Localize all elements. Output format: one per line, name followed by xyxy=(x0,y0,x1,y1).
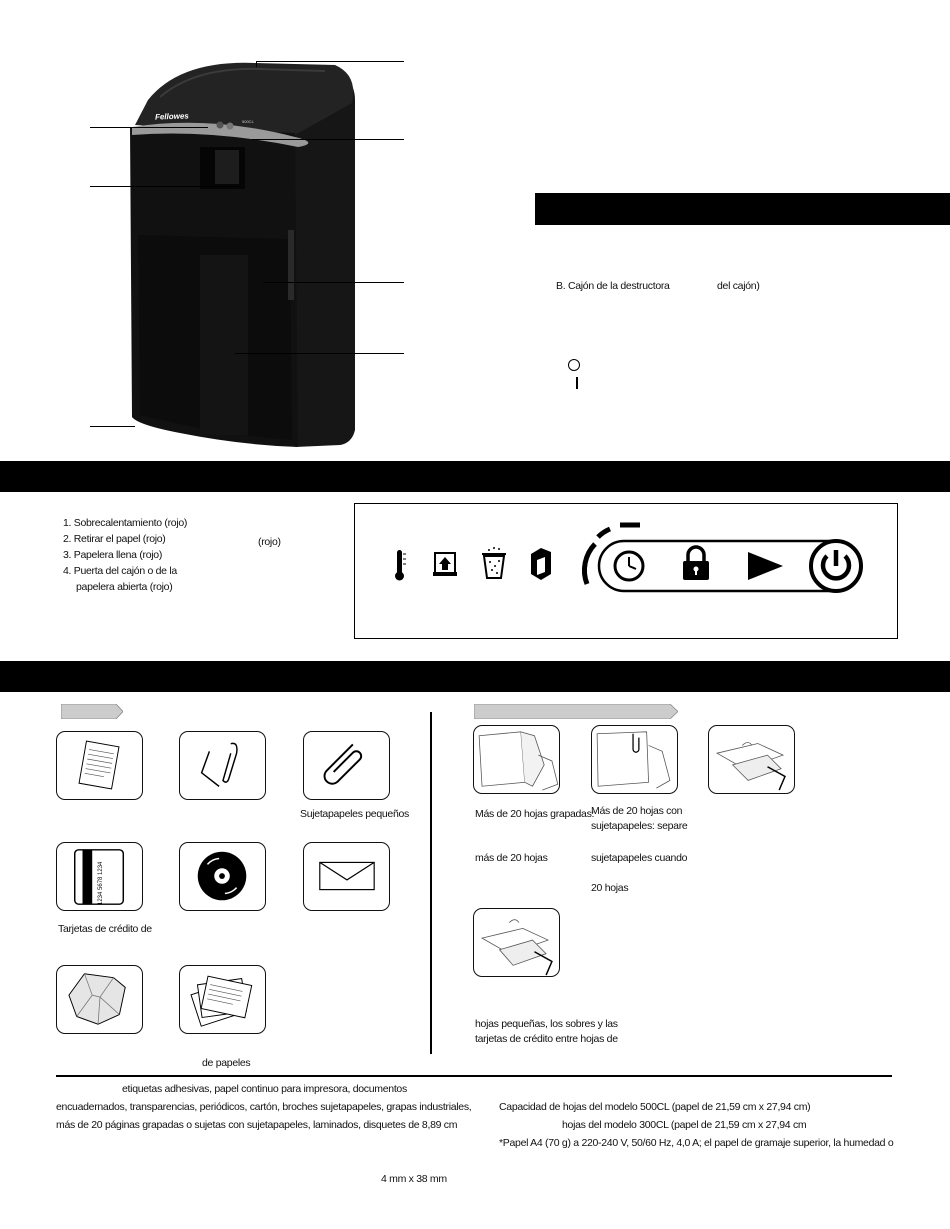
paper-stack-tile xyxy=(179,965,266,1034)
leader-line xyxy=(263,282,404,283)
brand-logo: Fellowes xyxy=(154,111,189,122)
leader-line xyxy=(90,127,208,128)
staple-icon xyxy=(180,732,265,799)
power-icon xyxy=(811,541,861,591)
column-divider xyxy=(430,712,432,1054)
control-panel-diagram xyxy=(354,503,898,639)
indicator-list xyxy=(63,515,187,595)
lock-icon xyxy=(683,547,709,580)
off-symbol xyxy=(568,359,580,371)
stapled-sheets-icon xyxy=(474,726,559,793)
play-icon xyxy=(748,552,783,580)
envelope-tile xyxy=(303,842,390,911)
timer-icon xyxy=(615,552,643,580)
indicator-item: 2. Retirar el papel (rojo) xyxy=(63,533,166,545)
indicator-item: 3. Papelera llena (rojo) xyxy=(63,549,163,561)
section-header-bar xyxy=(0,461,950,492)
shredder-illustration xyxy=(120,55,370,450)
credit-card-tile xyxy=(56,842,143,911)
accepted-arrow-tab xyxy=(61,704,123,719)
leader-line xyxy=(252,139,404,140)
tips-arrow-tab xyxy=(474,704,678,719)
clipped-sheets-icon xyxy=(592,726,677,793)
tip-stapled-tile xyxy=(473,725,560,794)
indicator-2-tail: (rojo) xyxy=(258,536,281,548)
remove-paper-icon xyxy=(433,553,457,576)
leader-line xyxy=(90,426,135,427)
bin-full-icon xyxy=(482,547,506,578)
not-accepted-line-1: etiquetas adhesivas, papel continuo para impresora, documentos xyxy=(122,1083,407,1095)
credit-cards-caption: Tarjetas de crédito de xyxy=(58,923,152,935)
tip-clipped-text-4: 20 hojas xyxy=(591,882,629,894)
tip-stapled-text: Más de 20 hojas grapadas: xyxy=(475,808,595,820)
indicator-item: 4. Puerta del cajón o de la xyxy=(63,565,177,577)
tip-clipped-text-1: Más de 20 hojas con xyxy=(591,805,683,817)
cd-tile xyxy=(179,842,266,911)
tip-small-text-1: hojas pequeñas, los sobres y las xyxy=(475,1018,618,1030)
indicator-item: papelera abierta (rojo) xyxy=(76,581,173,593)
part-b-label: B. Cajón de la destructora xyxy=(556,280,670,292)
tip-small-text-2: tarjetas de crédito entre hojas de xyxy=(475,1033,618,1045)
feeding-paper-icon xyxy=(709,726,794,793)
cut-size: 4 mm x 38 mm xyxy=(381,1173,447,1185)
door-open-icon xyxy=(531,548,551,580)
crumpled-bag-icon xyxy=(57,966,142,1033)
paper-stack-icon xyxy=(180,966,265,1033)
indicator-item: 1. Sobrecalentamiento (rojo) xyxy=(63,517,188,529)
small-items-feed-icon xyxy=(474,909,559,976)
small-clips-caption: Sujetapapeles pequeños xyxy=(300,808,409,820)
thermometer-icon xyxy=(395,550,406,581)
not-accepted-line-3: más de 20 páginas grapadas o sujetas con sujetapapeles, laminados, disquetes de 8,89 cm xyxy=(56,1119,458,1131)
leader-line xyxy=(90,186,238,187)
paper-clip-icon xyxy=(304,732,389,799)
paper-sheet-icon xyxy=(57,732,142,799)
tip-clipped-text-2: sujetapapeles: separe xyxy=(591,820,688,832)
cd-disc-icon xyxy=(180,843,265,910)
section-header-bar xyxy=(535,193,950,225)
leader-line xyxy=(256,61,257,67)
tip-clipped-tile xyxy=(591,725,678,794)
footer-rule xyxy=(56,1075,892,1077)
card-number: 1234 5678 1234 xyxy=(98,861,104,905)
tip-small-items-tile xyxy=(473,908,560,977)
envelope-icon xyxy=(304,843,389,910)
plastic-bag-tile xyxy=(56,965,143,1034)
leader-line xyxy=(235,353,404,354)
model-badge: 500CL xyxy=(242,119,254,124)
a4-note: *Papel A4 (70 g) a 220-240 V, 50/60 Hz, 4,0 A; el papel de gramaje superior, la humedad o xyxy=(499,1137,894,1149)
tip-clipped-text-3: sujetapapeles cuando xyxy=(591,852,688,864)
capacity-300: hojas del modelo 300CL (papel de 21,59 cm x 27,94 cm xyxy=(562,1119,807,1131)
capacity-500: Capacidad de hojas del modelo 500CL (papel de 21,59 cm x 27,94 cm) xyxy=(499,1101,811,1113)
section-header-bar xyxy=(0,661,950,692)
not-accepted-line-2: encuadernados, transparencias, periódicos, cartón, broches sujetapapeles, grapas industriales, xyxy=(56,1101,472,1113)
staples-tile xyxy=(179,731,266,800)
tip-feed-tile xyxy=(708,725,795,794)
tip-stapled-text-2: más de 20 hojas xyxy=(475,852,548,864)
small-clips-tile xyxy=(303,731,390,800)
part-b-tail: del cajón) xyxy=(717,280,760,292)
leader-line xyxy=(256,61,404,62)
on-symbol xyxy=(576,377,578,389)
paper-stack-caption: de papeles xyxy=(202,1057,251,1069)
paper-tile xyxy=(56,731,143,800)
